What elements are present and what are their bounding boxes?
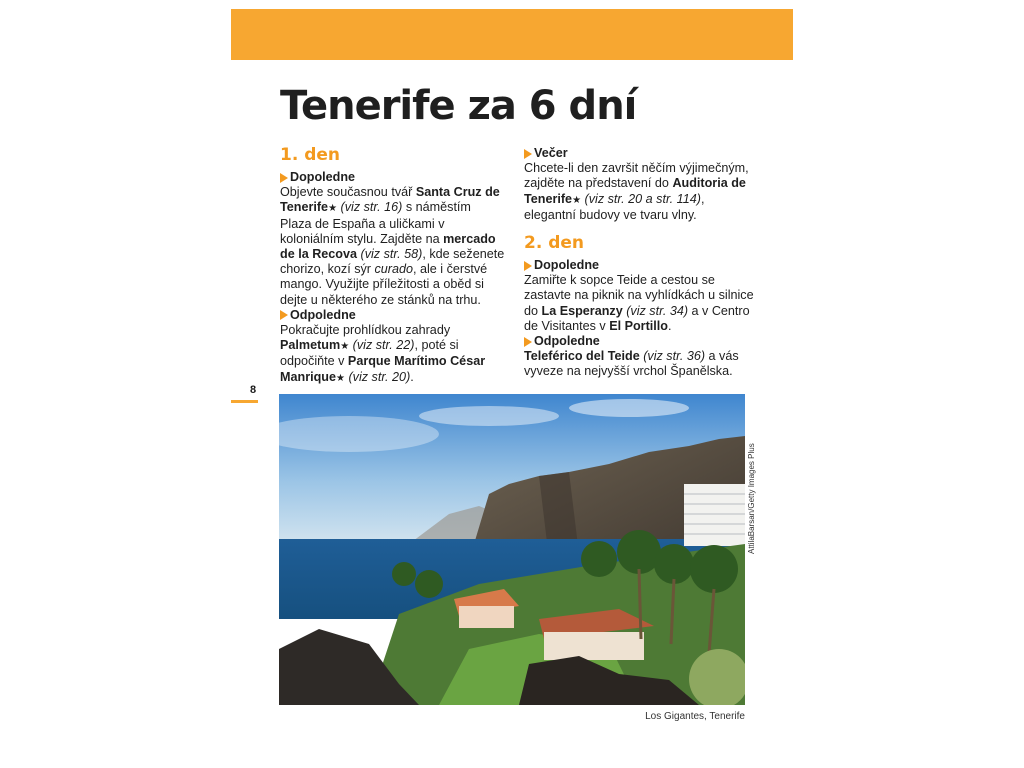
- cloud: [419, 406, 559, 426]
- cloud: [569, 399, 689, 417]
- day1-evening-label: Večer: [534, 146, 568, 160]
- triangle-bullet-icon: [280, 173, 288, 183]
- day1-morning-text: Objevte současnou tvář Santa Cruz de Tenerife★ (viz str. 16) s náměstím Plaza de España a uličkami v koloniálním stylu. Zajděte na mercado de la Recova (viz str. 58), kde seženete chorizo, kozí sýr curado, ale i čerstvé mango. Využijte příležitosti a oběd si dejte u některého ze stánků na trhu.: [280, 185, 505, 307]
- day2-afternoon-label: Odpoledne: [534, 334, 600, 349]
- day2-afternoon-text: Teleférico del Teide (viz str. 36) a vás vyveze na nejvyšší vrchol Španělska.: [524, 349, 739, 379]
- day1-afternoon-text: Pokračujte prohlídkou zahrady Palmetum★ (viz str. 22), poté si odpočiňte v Parque Marítimo César Manrique★ (viz str. 20).: [280, 323, 486, 384]
- star-icon: ★: [340, 341, 350, 353]
- landscape-illustration: [279, 394, 745, 705]
- triangle-bullet-icon: [524, 337, 532, 347]
- header-bar: [231, 9, 793, 60]
- column-right: [524, 146, 754, 380]
- photo-los-gigantes: [279, 394, 745, 705]
- day1-heading: 1. den: [280, 145, 341, 165]
- star-icon: ★: [335, 372, 345, 384]
- day2-morning-heading: [524, 258, 754, 273]
- photo-caption: Los Gigantes, Tenerife: [645, 711, 745, 722]
- day2-morning-label: Dopoledne: [534, 258, 600, 273]
- page-title: Tenerife za 6 dní: [280, 83, 637, 129]
- orange-house-wall: [459, 606, 514, 628]
- page-number-rule: [231, 400, 258, 403]
- day1-afternoon-heading: [280, 308, 505, 323]
- triangle-bullet-icon: [280, 310, 288, 320]
- day2-morning-text: Zamiřte k sopce Teide a cestou se zastavte na piknik na vyhlídkách u silnice do La Esperanzy (viz str. 34) a v Centro de Visitantes v El Portillo.: [524, 273, 754, 333]
- triangle-bullet-icon: [524, 149, 532, 159]
- day2-heading: 2. den: [524, 233, 585, 254]
- star-icon: ★: [328, 203, 338, 215]
- house-wall: [544, 632, 644, 660]
- column-left: [280, 145, 505, 386]
- day1-afternoon-label: Odpoledne: [290, 307, 356, 322]
- day1-morning-heading: [280, 170, 505, 185]
- hotel-building: [684, 484, 745, 546]
- day2-afternoon-heading: [524, 334, 754, 349]
- day1-morning-label: Dopoledne: [290, 170, 356, 184]
- star-icon: ★: [572, 194, 582, 206]
- page-number: 8: [250, 384, 257, 396]
- day1-evening-heading: [524, 146, 754, 161]
- day1-evening-text: Chcete-li den završit něčím výjimečným, zajděte na představení do Auditoria de Tenerife★ (viz str. 20 a str. 114), elegantní budovy ve tvaru vlny.: [524, 161, 749, 222]
- triangle-bullet-icon: [524, 261, 532, 271]
- photo-credit: AttilaBarsan/Getty Images Plus: [747, 443, 756, 554]
